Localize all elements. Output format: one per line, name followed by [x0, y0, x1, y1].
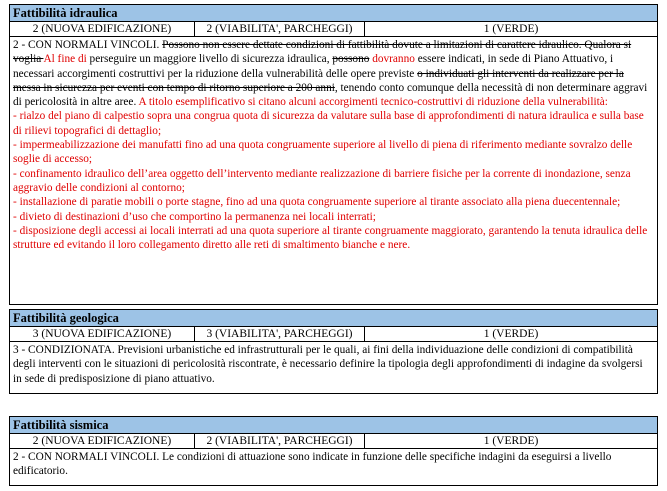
list-item: - divieto di destinazioni d’uso che comportino la permanenza nei locali interrati; — [13, 210, 376, 223]
list-item: - confinamento idraulico dell’area oggetto dell’intervento mediante realizzazione di barriere fisiche per la corrente di inondazione, senza aggravio delle condizioni al contorno; — [13, 167, 631, 194]
list-item: - rialzo del piano di calpestio sopra una congrua quota di sicurezza da valutare sulla base di approfondimenti di natura idraulica e sulla base di rilievi topografici di dettaglio; — [13, 110, 644, 137]
category-verde: 1 (VERDE) — [483, 23, 539, 35]
section-title: Fattibilità geologica — [10, 310, 657, 327]
section-sismica — [9, 416, 658, 486]
category-viabilita: 2 (VIABILITA', PARCHEGGI) — [195, 22, 365, 36]
category-row — [10, 22, 657, 37]
category-verde: 1 (VERDE) — [483, 328, 539, 340]
section-body: 3 - CONDIZIONATA. Previsioni urbanistiche ed infrastrutturali per le quali, ai fini della individuazione delle condizioni di compatibilità degli interventi con le situazioni di pericolosità riscontrate, è necessario definire la tipologia degli approfondimenti di indagine da svolgersi in sede di predisposizione di piano attuativo. — [13, 344, 643, 385]
category-nuova-edificazione: 2 (NUOVA EDIFICAZIONE) — [10, 22, 195, 36]
category-nuova-edificazione: 3 (NUOVA EDIFICAZIONE) — [10, 327, 195, 341]
list-item: - installazione di paratie mobili o porte stagne, fino ad una quota congruamente superiore al tirante associato alla piena duecentennale; — [13, 196, 621, 209]
section-title: Fattibilità sismica — [10, 417, 657, 434]
list-item: - impermeabilizzazione dei manufatti fino ad una quota congruamente superiore al livello di piena di riferimento mediante sovralzo delle soglie di accesso; — [13, 139, 633, 166]
section-idraulica — [9, 4, 658, 305]
paragraph: 2 - CON NORMALI VINCOLI. Possono non essere dettate condizioni di fattibilità dovute a limitazioni di carattere idraulico. Qualora si voglia Al fine di perseguire un maggiore livello di sicurezza idraulica, possono dovranno essere indicati, in sede di Piano Attuativo, i necessari accorgimenti costruttivi per la riduzione della vulnerabilità delle opere previste o individuati gli interventi da realizzare per la messa in sicurezza per eventi con tempo di ritorno superiore a 200 anni, tenendo conto comunque della necessità di non determinare aggravi di pericolosità in altre aree. A titolo esemplificativo si citano alcuni accorgimenti tecnico-costruttivi di riduzione della vulnerabilità: — [13, 39, 648, 109]
list-item: - disposizione degli accessi ai locali interrati ad una quota superiore al tirante congruamente maggiorato, garantendo la tenuta idraulica delle strutture ed evitando il loro collegamento diretto alle reti di smaltimento bianche e nere. — [13, 224, 648, 252]
category-row — [10, 327, 657, 342]
section-title: Fattibilità idraulica — [10, 5, 657, 22]
category-nuova-edificazione: 2 (NUOVA EDIFICAZIONE) — [10, 434, 195, 448]
category-verde: 1 (VERDE) — [483, 435, 539, 447]
category-viabilita: 3 (VIABILITA', PARCHEGGI) — [195, 327, 365, 341]
section-body: 2 - CON NORMALI VINCOLI. Le condizioni di attuazione sono indicate in funzione delle specifiche indagini da eseguirsi a livello edificatorio. — [13, 451, 612, 478]
section-body — [10, 37, 657, 304]
category-viabilita: 2 (VIABILITA', PARCHEGGI) — [195, 434, 365, 448]
category-row — [10, 434, 657, 449]
section-geologica — [9, 309, 658, 394]
